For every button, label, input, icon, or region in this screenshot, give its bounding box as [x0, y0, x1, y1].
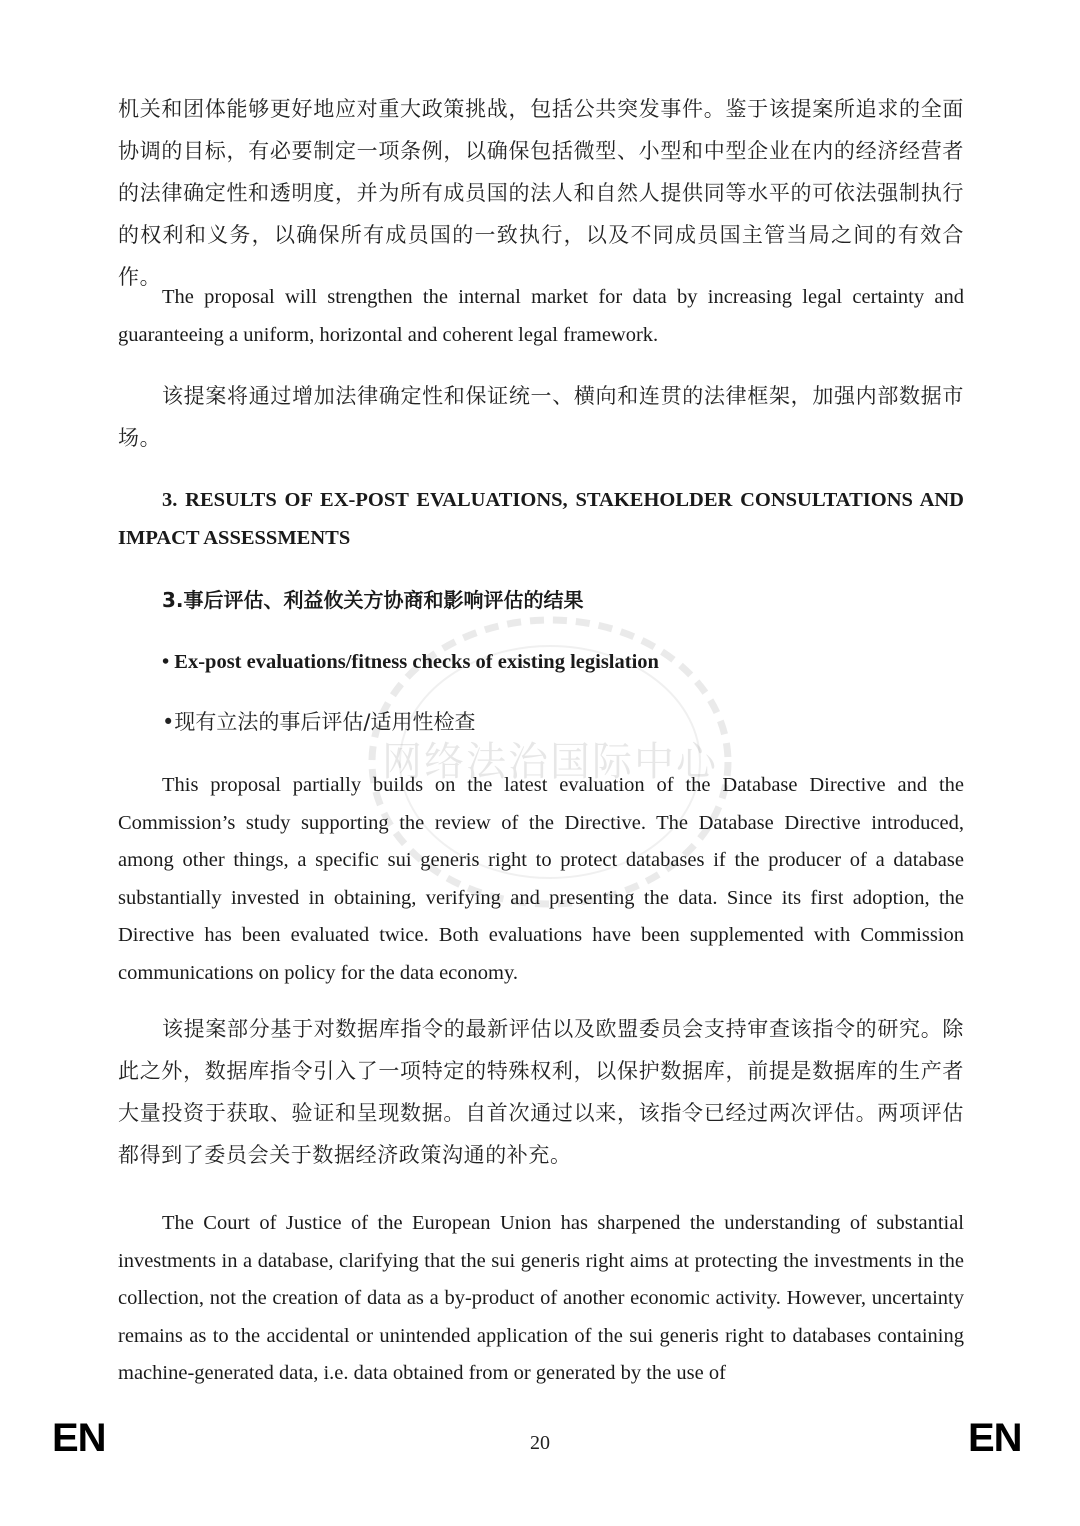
section-heading-zh: 3.事后评估、利益攸关方协商和影响评估的结果	[162, 588, 584, 612]
paragraph-en-court-of-justice: The Court of Justice of the European Union has sharpened the understanding of substantial investments in a database, clarifying that the sui generis right aims at protecting the investments in the collection, not the creation of data as a by-product of another economic activity. However, uncertainty remains as to the accidental or unintended application of the sui generis right to databases containing machine-generated data, i.e. data obtained from or generated by the use of	[118, 1212, 964, 1384]
bullet-heading-en: • Ex-post evaluations/fitness checks of existing legislation	[162, 651, 659, 673]
footer-language-label-left: EN	[52, 1416, 106, 1460]
page-number: 20	[530, 1432, 550, 1454]
paragraph-en-internal-market: The proposal will strengthen the internal market for data by increasing legal certainty and guaranteeing a uniform, horizontal and coherent legal framework.	[118, 286, 964, 346]
paragraph-zh-continued: 机关和团体能够更好地应对重大政策挑战，包括公共突发事件。鉴于该提案所追求的全面协调的目标，有必要制定一项条例，以确保包括微型、小型和中型企业在内的经济经营者的法律确定性和透明度，并为所有成员国的法人和自然人提供同等水平的可依法强制执行的权利和义务，以确保所有成员国的一致执行，以及不同成员国主管当局之间的有效合作。	[118, 97, 964, 289]
paragraph-zh-internal-market: 该提案将通过增加法律确定性和保证统一、横向和连贯的法律框架，加强内部数据市场。	[118, 384, 964, 450]
section-heading-en: 3. RESULTS OF EX-POST EVALUATIONS, STAKEHOLDER CONSULTATIONS AND IMPACT ASSESSMENTS	[118, 489, 964, 549]
watermark-text: 网络法治国际中心	[382, 739, 718, 785]
paragraph-en-database-directive: This proposal partially builds on the latest evaluation of the Database Directive and the Commission’s study supporting the review of the Directive. The Database Directive introduced, among other things, a specific sui generis right to protect databases if the producer of a database substantially invested in obtaining, verifying and presenting the data. Since its first adoption, the Directive has been evaluated twice. Both evaluations have been supplemented with Commission communications on policy for the data economy.	[118, 774, 964, 984]
footer-language-label-right: EN	[968, 1416, 1022, 1460]
paragraph-zh-database-directive: 该提案部分基于对数据库指令的最新评估以及欧盟委员会支持审查该指令的研究。除此之外，数据库指令引入了一项特定的特殊权利，以保护数据库，前提是数据库的生产者大量投资于获取、验证和呈现数据。自首次通过以来，该指令已经过两次评估。两项评估都得到了委员会关于数据经济政策沟通的补充。	[118, 1017, 964, 1167]
bullet-heading-zh: •现有立法的事后评估/适用性检查	[162, 710, 476, 734]
